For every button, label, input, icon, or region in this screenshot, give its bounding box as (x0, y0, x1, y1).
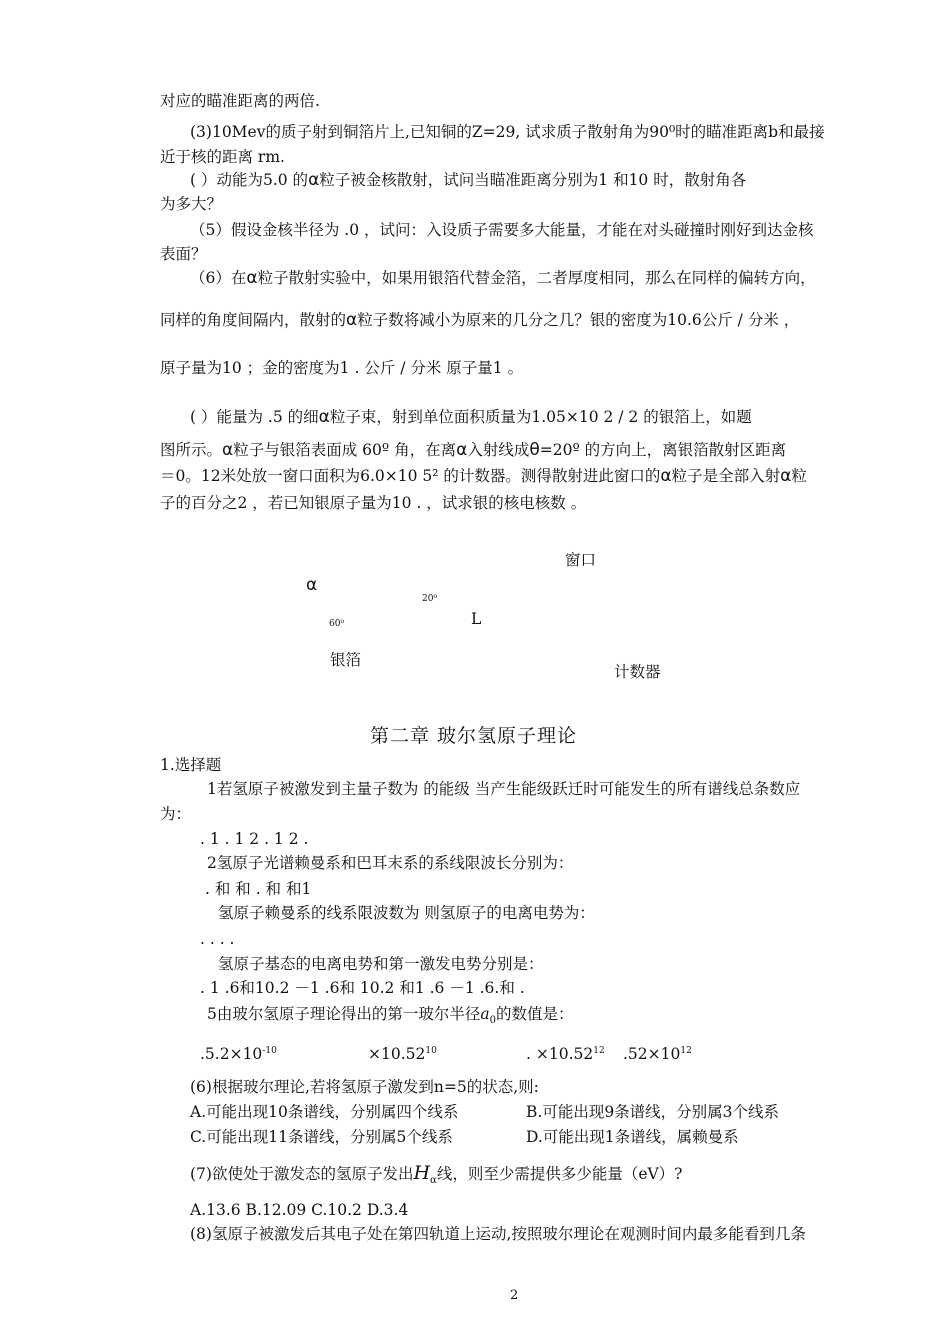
problem-3-line1: (3)10Mev的质子射到铜箔片上,已知铜的Z=29, 试求质子散射角为90⁰时的瞄准距离b和最接 (190, 123, 825, 141)
section-heading: 1.选择题 (160, 756, 222, 774)
mcq-3-options: . . . . (200, 930, 235, 948)
mcq-4-options: . 1 .6和10.2 －1 .6和 10.2 和1 .6 －1 .6.和 . (200, 979, 525, 997)
mcq-6: (6)根据玻尔理论,若将氢原子激发到n=5的状态,则: (190, 1078, 539, 1096)
problem-6-line2: 同样的角度间隔内，散射的α粒子数将减小为原来的几分之几？银的密度为10.6公斤 / 分米 ， (160, 310, 800, 330)
mcq-7-options: A.13.6 B.12.09 C.10.2 D.3.4 (190, 1201, 409, 1219)
diagram-foil-label: 银箔 (330, 651, 362, 669)
problem-7-line2: 图所示。α粒子与银箔表面成 60º 角，在离α入射线成θ=20º 的方向上，离银箔散射区距离 (160, 440, 787, 460)
mcq-2: 2氢原子光谱赖曼系和巴耳末系的系线限波长分别为： (207, 854, 574, 872)
diagram-window-label: 窗口 (565, 551, 597, 569)
mcq-1-line1: 1若氢原子被激发到主量子数为 的能级 当产生能级跃迁时可能发生的所有谱线总条数应 (207, 780, 801, 798)
text-line: 对应的瞄准距离的两倍. (160, 92, 320, 110)
problem-7-line4: 子的百分之2 ，若已知银原子量为10 . ，试求银的核电核数 。 (160, 494, 587, 512)
mcq-5: 5由玻尔氢原子理论得出的第一玻尔半径$a_0$的数值是： (207, 1005, 574, 1027)
mcq-5-option-a: $.5.2\times 10^{-10}$ (200, 1045, 277, 1064)
problem-6-line3: 原子量为10 ；金的密度为1 . 公斤 / 分米 原子量1 。 (160, 359, 524, 377)
mcq-6-option-c: C.可能出现11条谱线，分别属5个线系 (190, 1128, 453, 1146)
problem-7-line3: ＝0。12米处放一窗口面积为6.0×10 5² 的计数器。测得散射进此窗口的α粒子是全部入射α粒 (160, 466, 807, 486)
mcq-6-option-b: B.可能出现9条谱线，分别属3个线系 (526, 1103, 780, 1121)
mcq-7: (7)欲使处于激发态的氢原子发出$H_\alpha$线，则至少需提供多少能量（eV）? (190, 1162, 683, 1187)
problem-7-line1: ( ）能量为 .5 的细α粒子束，射到单位面积质量为1.05×10 2 / 2 的银箔上，如题 (190, 407, 752, 427)
diagram-alpha-label: α (306, 575, 318, 595)
diagram-angle-20: 20⁰ (422, 594, 438, 604)
diagram-counter-label: 计数器 (614, 663, 661, 681)
alpha-symbol: α (780, 466, 792, 486)
alpha-symbol: α (660, 466, 672, 486)
page-number: 2 (510, 1288, 519, 1303)
problem-6-line1: （6）在α粒子散射实验中，如果用银箔代替金箔，二者厚度相同，那么在同样的偏转方向， (190, 268, 816, 288)
problem-5-line1: （5）假设金核半径为 .0 ，试问：入设质子需要多大能量，才能在对头碰撞时刚好到达金核 (190, 221, 814, 239)
mcq-1-options: . 1 . 1 2 . 1 2 . (200, 830, 309, 848)
problem-3-line2: 近于核的距离 rm. (160, 148, 285, 166)
mcq-3: 氢原子赖曼系的线系限波数为 则氢原子的电离电势为： (218, 904, 595, 922)
mcq-4: 氢原子基态的电离电势和第一激发电势分别是： (218, 955, 544, 973)
mcq-5-option-d: $.52\times 10^{12}$ (623, 1045, 692, 1064)
alpha-symbol: α (346, 310, 358, 330)
alpha-symbol: α (222, 440, 234, 460)
problem-4-line1: ( ）动能为5.0 的α粒子被金核散射，试问当瞄准距离分别为1 和10 时，散射角各 (190, 170, 747, 190)
mcq-5-option-b: $\times 10.52^{10}$ (368, 1045, 437, 1064)
mcq-1-line2: 为： (160, 805, 192, 823)
mcq-6-option-d: D.可能出现1条谱线，属赖曼系 (526, 1128, 739, 1146)
diagram-angle-60: 60⁰ (329, 619, 345, 629)
mcq-6-option-a: A.可能出现10条谱线，分别属四个线系 (190, 1103, 459, 1121)
mcq-5-option-c: . $\times 10.52^{12}$ (526, 1045, 605, 1064)
alpha-symbol: α (308, 170, 320, 190)
problem-4-line2: 为多大？ (160, 195, 223, 213)
diagram-distance-L: L (471, 610, 482, 628)
alpha-symbol: α (318, 407, 330, 427)
problem-5-line2: 表面？ (160, 245, 207, 263)
theta-symbol: θ (529, 440, 540, 460)
mcq-8: (8)氢原子被激发后其电子处在第四轨道上运动,按照玻尔理论在观测时间内最多能看到几条 (190, 1225, 806, 1243)
mcq-2-options: . 和 和 . 和 和1 (205, 880, 312, 898)
alpha-symbol: α (456, 440, 468, 460)
alpha-symbol: α (246, 268, 258, 288)
chapter-title: 第二章 玻尔氢原子理论 (370, 725, 578, 747)
